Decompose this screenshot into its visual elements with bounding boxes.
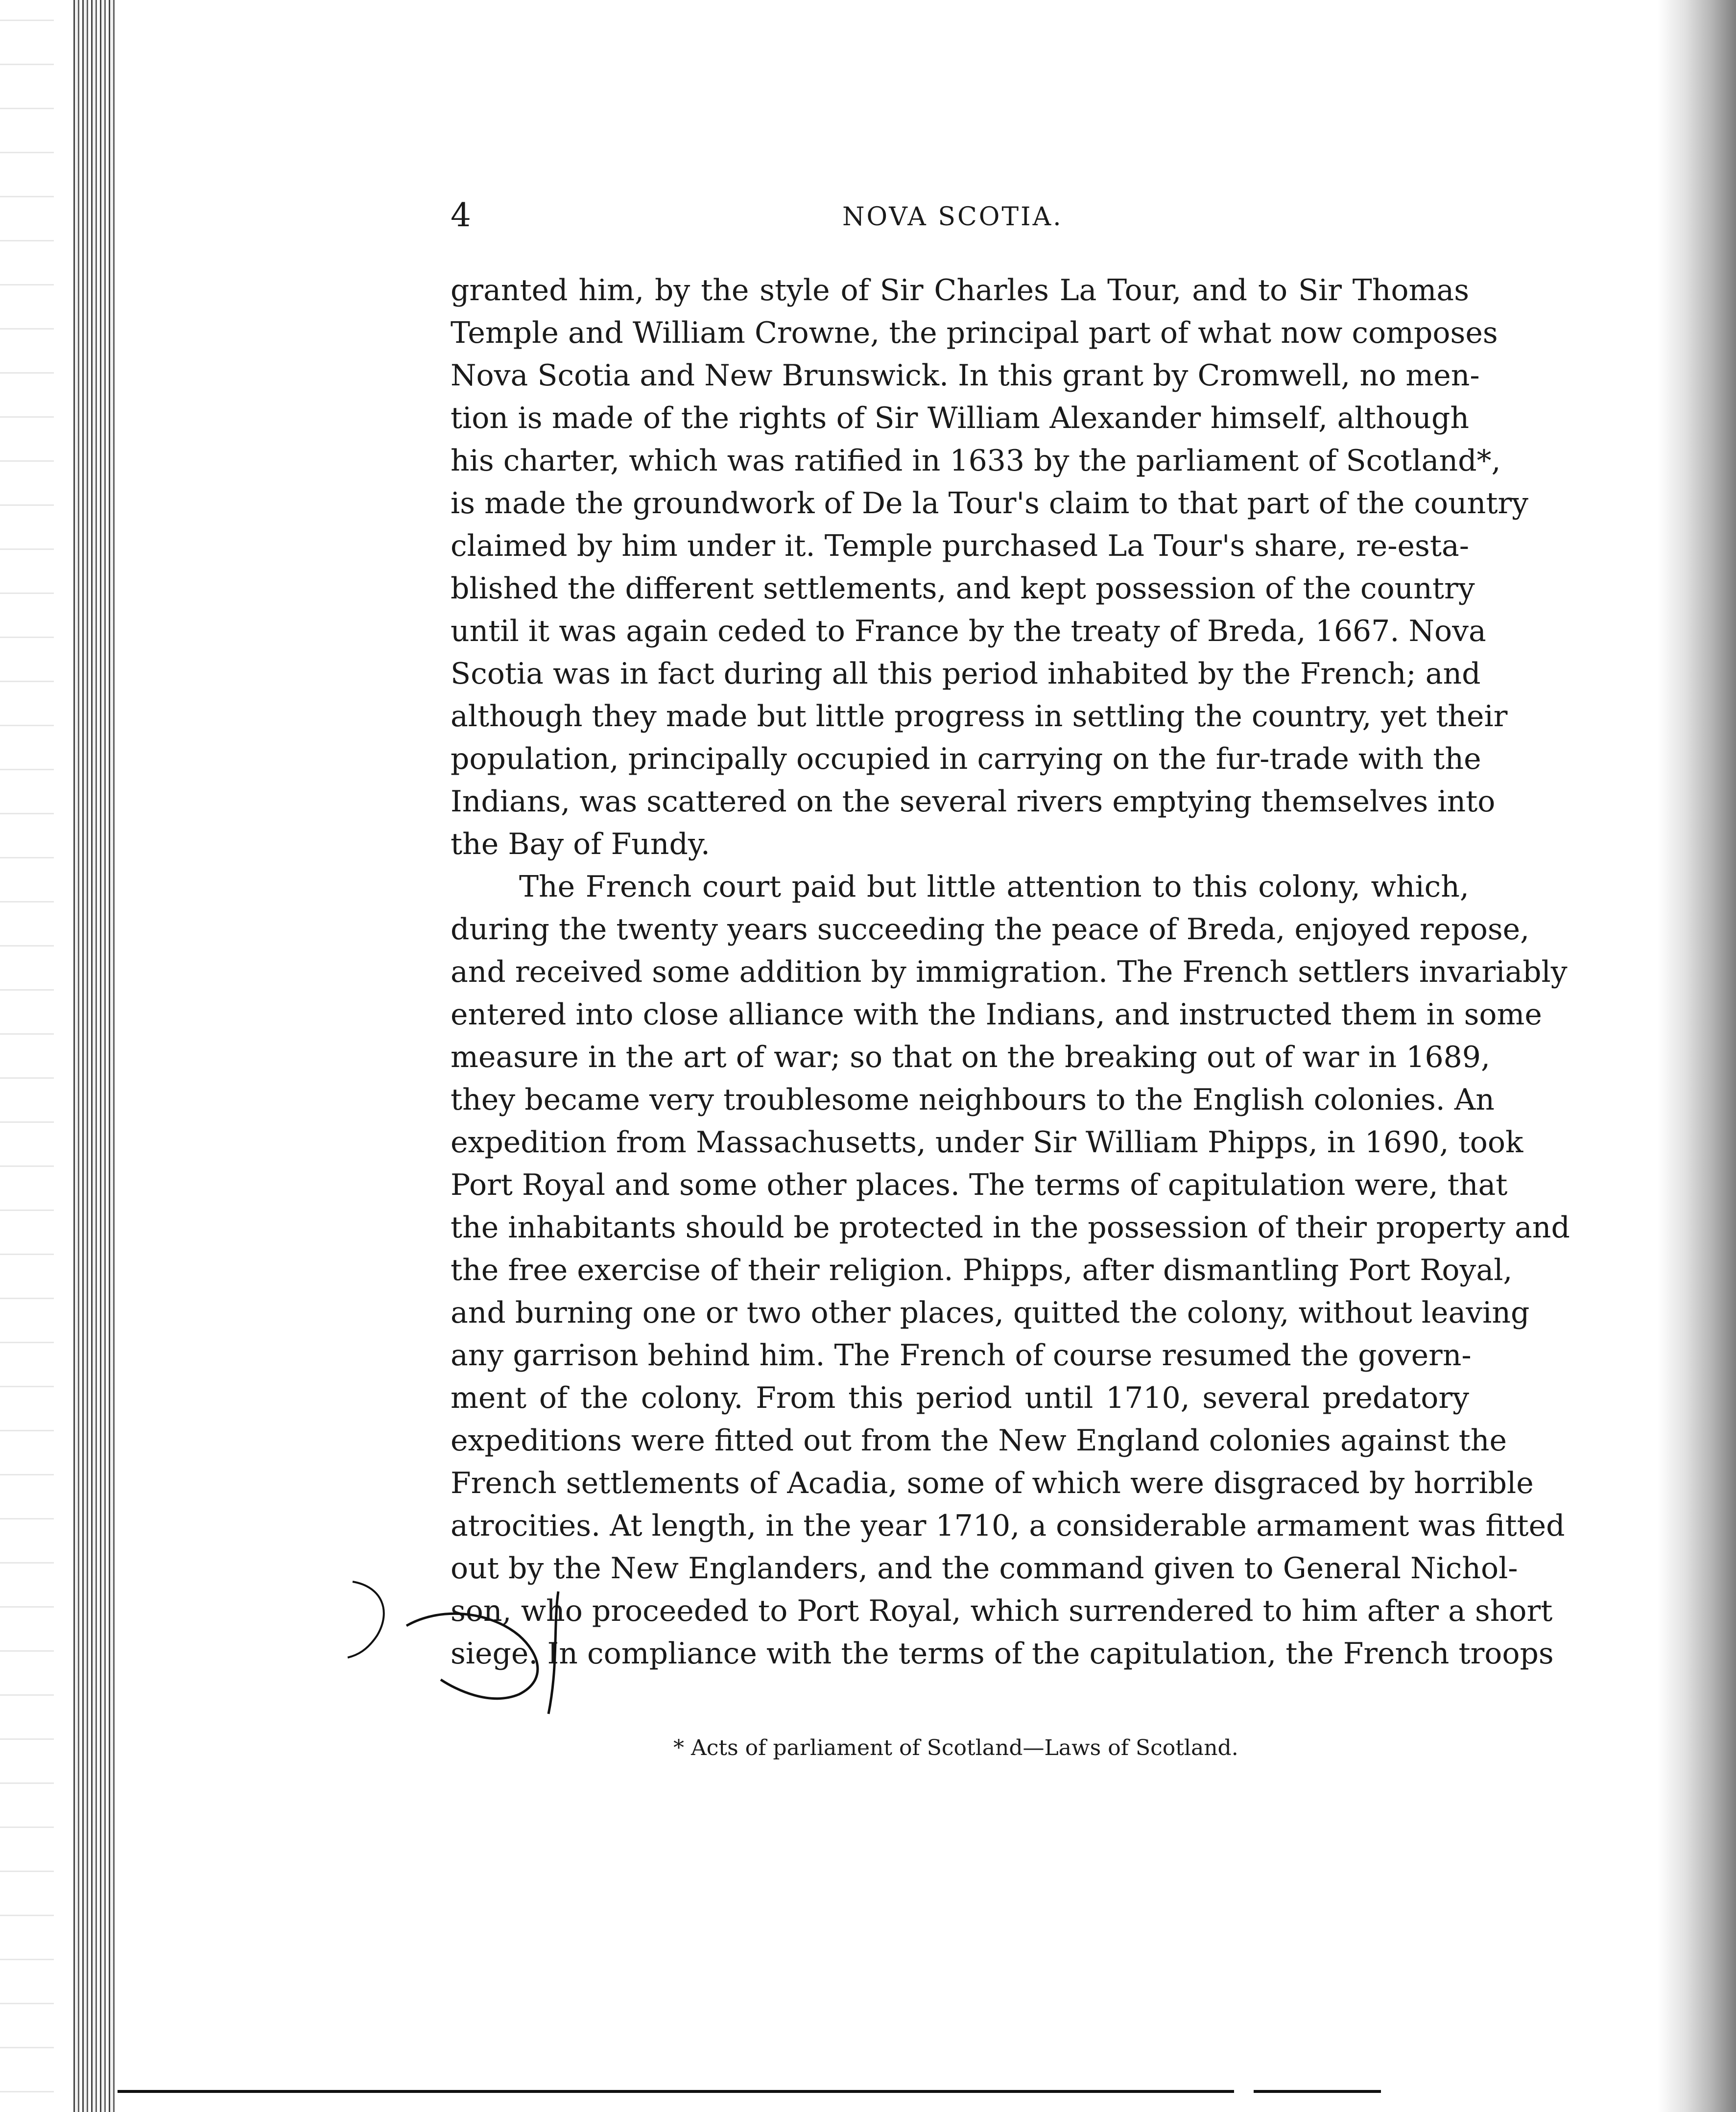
text-line: ment of the colony. From this period until 1710, several predatory [451,1381,1469,1415]
text-line: Scotia was in fact during all this period inhabited by the French; and [451,657,1481,691]
text-line: population, principally occupied in carrying on the fur-trade with the [451,742,1481,776]
book-page [451,196,1570,1675]
text-line: and received some addition by immigration. The French settlers invariably [451,955,1568,989]
text-line: the inhabitants should be protected in the possession of their property and [451,1210,1570,1245]
text-line: the free exercise of their religion. Phipps, after dismantling Port Royal, [451,1253,1513,1287]
text-line: they became very troublesome neighbours to the English colonies. An [451,1083,1495,1117]
scan-edge-bottom [118,2090,1234,2093]
text-line: although they made but little progress in settling the country, yet their [451,699,1508,734]
scan-edge-bottom-segment [1254,2090,1381,2093]
text-line: blished the different settlements, and kept possession of the country [451,571,1475,606]
paragraph-2 [451,866,1570,1675]
text-line: measure in the art of war; so that on the breaking out of war in 1689, [451,1040,1491,1074]
running-head [451,196,1469,250]
text-line: claimed by him under it. Temple purchased La Tour's share, re-esta- [451,529,1469,563]
scan-edge-right [1658,0,1736,2112]
footnote: * Acts of parliament of Scotland—Laws of Scotland. [673,1735,1238,1760]
text-line: expedition from Massachusetts, under Sir William Phipps, in 1690, took [451,1125,1523,1160]
text-line: his charter, which was ratified in 1633 by the parliament of Scotland*, [451,444,1501,478]
text-line: son, who proceeded to Port Royal, which surrendered to him after a short [451,1594,1553,1628]
text-line: The French court paid but little attention to this colony, which, [519,870,1469,904]
text-line: Temple and William Crowne, the principal part of what now composes [451,316,1498,350]
text-line: atrocities. At length, in the year 1710, a considerable armament was fitted [451,1509,1565,1543]
text-line: Nova Scotia and New Brunswick. In this grant by Cromwell, no men- [451,358,1480,393]
paragraph-1 [451,269,1529,866]
text-line: expeditions were fitted out from the New England colonies against the [451,1424,1507,1458]
text-line: French settlements of Acadia, some of which were disgraced by horrible [451,1466,1534,1500]
body-text [451,269,1570,1675]
text-line: and burning one or two other places, quitted the colony, without leaving [451,1296,1530,1330]
text-line: Port Royal and some other places. The terms of capitulation were, that [451,1168,1508,1202]
scan-edge-left [0,0,54,2112]
handwritten-margin-mark [343,1567,656,1724]
text-line: entered into close alliance with the Indians, and instructed them in some [451,997,1542,1032]
text-line: is made the groundwork of De la Tour's claim to that part of the country [451,486,1529,521]
text-line: siege. In compliance with the terms of the capitulation, the French troops [451,1637,1554,1671]
text-line: until it was again ceded to France by the treaty of Breda, 1667. Nova [451,614,1486,648]
text-line: during the twenty years succeeding the peace of Breda, enjoyed repose, [451,912,1530,947]
scan-binding-shadow [73,0,118,2112]
running-title: NOVA SCOTIA. [842,202,1063,232]
page-number: 4 [451,196,471,234]
text-line: tion is made of the rights of Sir William Alexander himself, although [451,401,1469,435]
text-line: the Bay of Fundy. [451,827,710,861]
text-line: any garrison behind him. The French of course resumed the govern- [451,1338,1472,1373]
text-line: Indians, was scattered on the several rivers emptying themselves into [451,784,1496,819]
text-line: granted him, by the style of Sir Charles La Tour, and to Sir Thomas [451,273,1469,308]
text-line: out by the New Englanders, and the command given to General Nichol- [451,1551,1518,1586]
